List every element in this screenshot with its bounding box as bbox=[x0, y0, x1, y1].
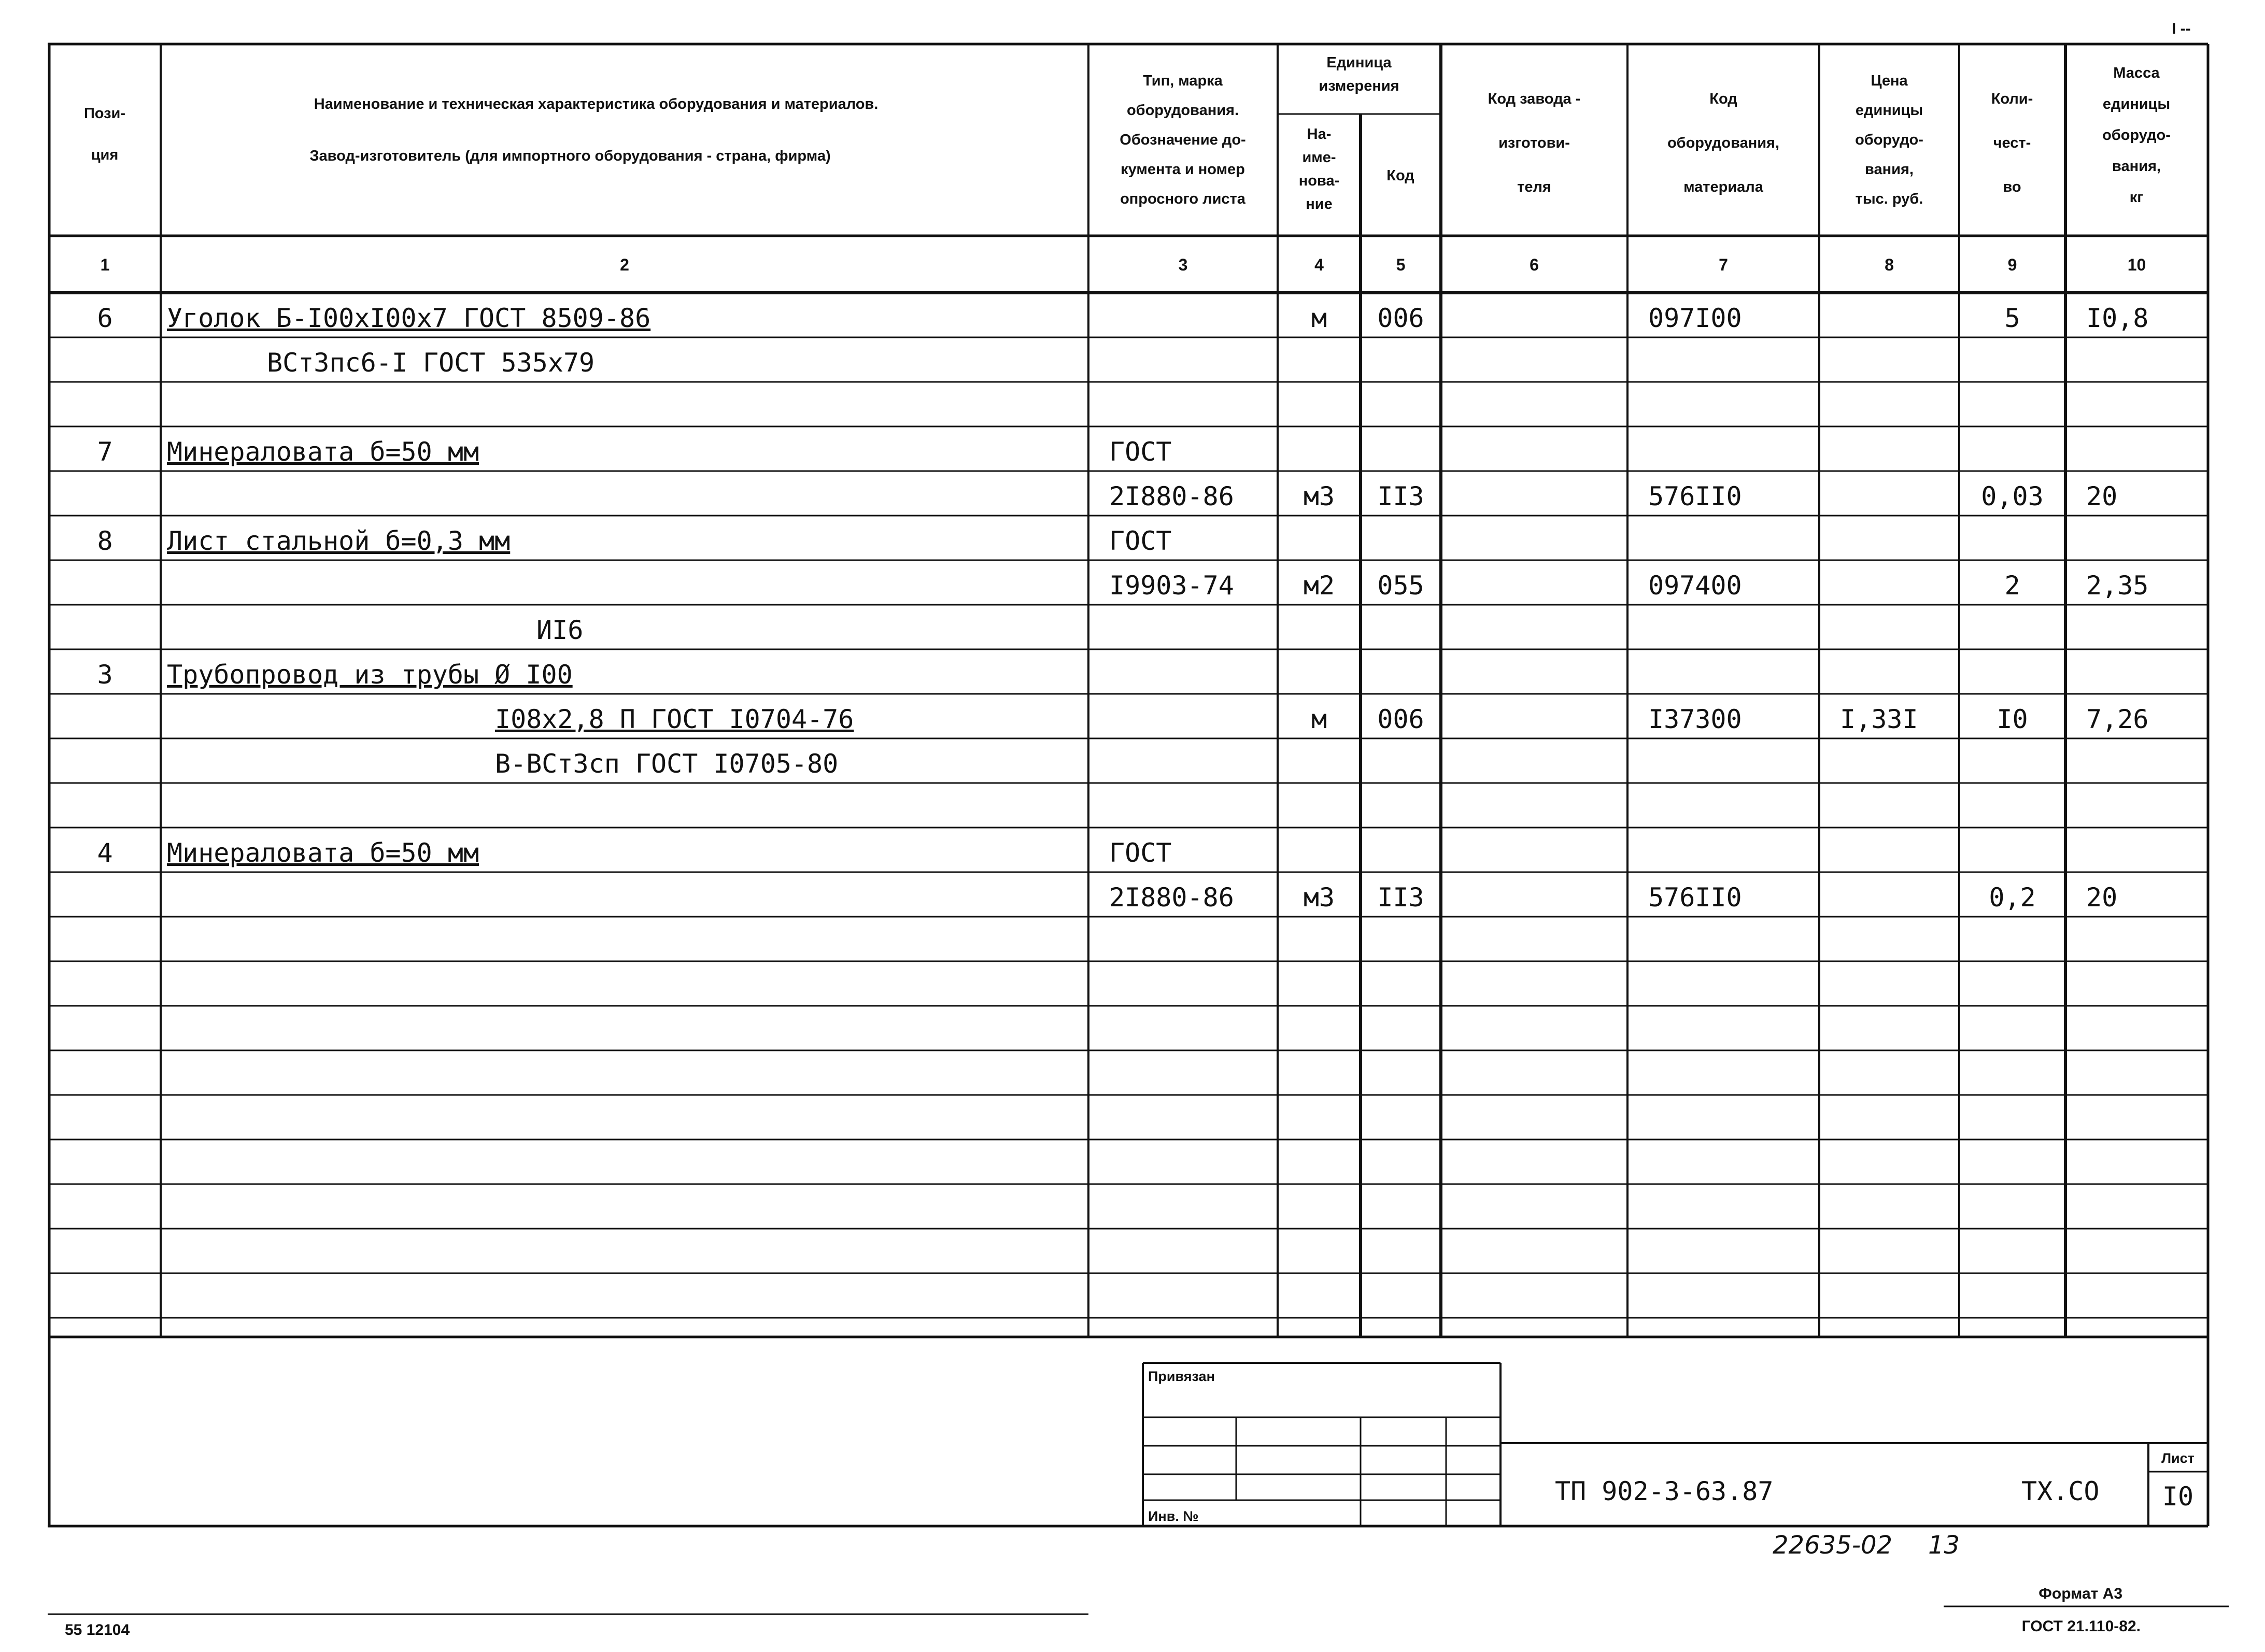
header-unit-group: измерения bbox=[1319, 78, 1399, 94]
cell-mass: 7,26 bbox=[2086, 704, 2149, 734]
header-position: Пози- bbox=[83, 105, 126, 122]
column-number: 8 bbox=[1885, 255, 1894, 274]
header-unit-code: Код bbox=[1386, 167, 1414, 184]
corner-mark: І -- bbox=[2172, 20, 2191, 37]
cell-qty: 0,2 bbox=[1989, 882, 2036, 913]
header-price: оборудо- bbox=[1855, 132, 1923, 148]
cell-code: II3 bbox=[1377, 882, 1424, 913]
cell-name: ВСт3пс6-I ГОСТ 535x79 bbox=[267, 348, 595, 378]
header-mass: Масса bbox=[2113, 65, 2160, 81]
stamp-inventory-number: Инв. № bbox=[1148, 1508, 1199, 1524]
cell-mass: 20 bbox=[2086, 481, 2118, 511]
footer-marks bbox=[48, 20, 2229, 1639]
cell-eq_code: 576II0 bbox=[1648, 882, 1742, 913]
header-plant-code: изготови- bbox=[1498, 135, 1570, 151]
cell-name: Уголок Б-I00xI00x7 ГОСТ 8509-86 bbox=[167, 303, 651, 333]
column-number: 4 bbox=[1314, 255, 1324, 274]
header-equipment-code: Код bbox=[1709, 91, 1737, 107]
title-block bbox=[1143, 1363, 2208, 1526]
header-quantity: Коли- bbox=[1991, 91, 2033, 107]
header-type: опросного листа bbox=[1120, 191, 1245, 207]
cell-type: 2I880-86 bbox=[1109, 481, 1234, 511]
cell-pos: 6 bbox=[97, 303, 113, 333]
table-grid bbox=[48, 44, 2208, 1526]
header-mass: кг bbox=[2129, 189, 2144, 206]
header-type: оборудования. bbox=[1126, 102, 1239, 119]
header-mass: оборудо- bbox=[2102, 127, 2171, 144]
column-number: 10 bbox=[2127, 255, 2146, 274]
cell-name: Минераловата б=50 мм bbox=[167, 838, 479, 868]
footer-format: Формат А3 bbox=[2039, 1585, 2122, 1602]
cell-type: ГОСТ bbox=[1109, 437, 1172, 467]
stamp-document-number: ТП 902-3-63.87 bbox=[1555, 1476, 1774, 1506]
header-equipment-code: материала bbox=[1683, 179, 1763, 195]
header-price: тыс. руб. bbox=[1855, 191, 1923, 207]
column-number: 7 bbox=[1719, 255, 1728, 274]
cell-name: I08x2,8 П ГОСТ I0704-76 bbox=[495, 704, 854, 734]
header-position: ция bbox=[91, 147, 119, 163]
cell-eq_code: I37300 bbox=[1648, 704, 1742, 734]
header-price: вания, bbox=[1865, 161, 1914, 178]
cell-pos: 4 bbox=[97, 838, 113, 868]
column-number: 1 bbox=[100, 255, 110, 274]
handwritten-sheet: 13 bbox=[1928, 1531, 1960, 1560]
header-plant-code: Код завода - bbox=[1488, 91, 1581, 107]
header-mass: вания, bbox=[2112, 158, 2161, 175]
table-body bbox=[97, 303, 2148, 913]
header-unit-name: име- bbox=[1302, 149, 1336, 166]
handwritten-number: 22635-02 bbox=[1773, 1531, 1893, 1560]
cell-pos: 7 bbox=[97, 437, 113, 467]
cell-name: ИI6 bbox=[536, 615, 584, 645]
header-unit-group: Единица bbox=[1326, 54, 1392, 71]
cell-price: I,33I bbox=[1840, 704, 1918, 734]
cell-qty: 2 bbox=[2004, 571, 2020, 601]
stamp-privyazan: Привязан bbox=[1148, 1369, 1215, 1384]
cell-qty: I0 bbox=[1997, 704, 2028, 734]
footer-left-number: 55 12104 bbox=[65, 1621, 130, 1639]
header-quantity: во bbox=[2003, 179, 2021, 195]
cell-eq_code: 097400 bbox=[1648, 571, 1742, 601]
header-manufacturer: Завод-изготовитель (для импортного оборудования - страна, фирма) bbox=[309, 148, 831, 164]
cell-name: В-ВСт3сп ГОСТ I0705-80 bbox=[495, 749, 839, 779]
column-number: 5 bbox=[1396, 255, 1406, 274]
footer-gost: ГОСТ 21.110-82. bbox=[2021, 1618, 2141, 1635]
header-unit-name: нова- bbox=[1298, 173, 1340, 189]
stamp-sheet-number: I0 bbox=[2162, 1482, 2194, 1512]
cell-code: 055 bbox=[1377, 571, 1424, 601]
header-type: Обозначение до- bbox=[1120, 132, 1246, 148]
header-type: Тип, марка bbox=[1143, 73, 1223, 89]
cell-unit: м2 bbox=[1303, 571, 1335, 601]
column-number: 3 bbox=[1178, 255, 1188, 274]
cell-pos: 8 bbox=[97, 526, 113, 556]
header-type: кумента и номер bbox=[1121, 161, 1245, 178]
cell-qty: 5 bbox=[2004, 303, 2020, 333]
header-name: Наименование и техническая характеристика оборудования и материалов. bbox=[314, 96, 879, 112]
table-header bbox=[84, 54, 2171, 212]
column-number-row bbox=[101, 255, 2146, 274]
cell-code: II3 bbox=[1377, 481, 1424, 511]
cell-mass: 20 bbox=[2086, 882, 2118, 913]
column-number: 6 bbox=[1530, 255, 1539, 274]
cell-qty: 0,03 bbox=[1981, 481, 2044, 511]
cell-eq_code: 576II0 bbox=[1648, 481, 1742, 511]
header-quantity: чест- bbox=[1993, 135, 2031, 151]
cell-type: ГОСТ bbox=[1109, 526, 1172, 556]
cell-mass: 2,35 bbox=[2086, 571, 2149, 601]
header-plant-code: теля bbox=[1517, 179, 1551, 195]
column-number: 2 bbox=[620, 255, 629, 274]
header-price: единицы bbox=[1855, 102, 1923, 119]
cell-unit: м3 bbox=[1303, 481, 1335, 511]
cell-unit: м bbox=[1311, 303, 1327, 333]
cell-code: 006 bbox=[1377, 704, 1424, 734]
cell-mass: I0,8 bbox=[2086, 303, 2149, 333]
cell-type: 2I880-86 bbox=[1109, 882, 1234, 913]
cell-type: ГОСТ bbox=[1109, 838, 1172, 868]
cell-eq_code: 097I00 bbox=[1648, 303, 1742, 333]
cell-code: 006 bbox=[1377, 303, 1424, 333]
header-price: Цена bbox=[1871, 73, 1908, 89]
header-equipment-code: оборудования, bbox=[1667, 135, 1780, 151]
stamp-document-mark: ТХ.СО bbox=[2021, 1476, 2100, 1506]
cell-pos: 3 bbox=[97, 660, 113, 690]
column-number: 9 bbox=[2007, 255, 2017, 274]
cell-name: Лист стальной б=0,3 мм bbox=[167, 526, 511, 556]
cell-unit: м bbox=[1311, 704, 1327, 734]
stamp-sheet-label: Лист bbox=[2161, 1450, 2195, 1466]
cell-name: Трубопровод из трубы Ø I00 bbox=[167, 660, 573, 690]
header-unit-name: ние bbox=[1306, 196, 1333, 212]
header-unit-name: На- bbox=[1307, 126, 1332, 143]
cell-unit: м3 bbox=[1303, 882, 1335, 913]
cell-type: I9903-74 bbox=[1109, 571, 1234, 601]
cell-name: Минераловата б=50 мм bbox=[167, 437, 479, 467]
header-mass: единицы bbox=[2102, 96, 2171, 112]
